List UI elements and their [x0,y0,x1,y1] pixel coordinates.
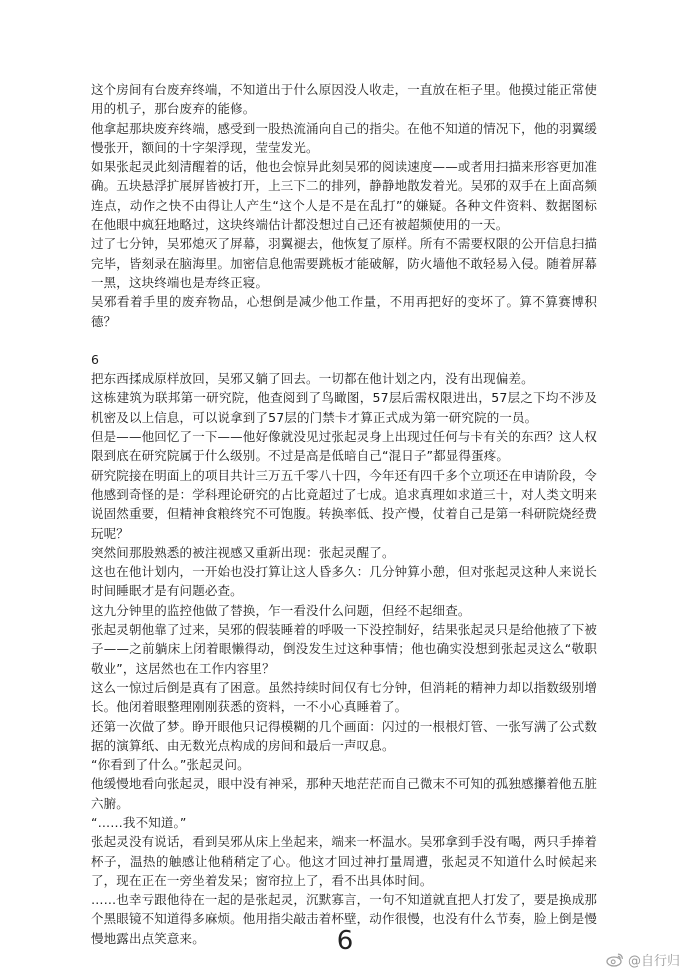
paragraph: ……也幸亏跟他待在一起的是张起灵，沉默寡言，一句不知道就直把人打发了，要是换成那个黑眼镜不知道得多麻烦。他用指尖敲击着杯壁，动作很慢，也没有什么节奏，脸上倒是慢慢地露出点笑意来。 [91,892,598,946]
watermark-text: @自行归 [627,954,680,969]
paragraph: 吴邪看着手里的废弃物品，心想倒是减少他工作量，不用再把好的变坏了。算不算赛博积德？ [91,294,597,329]
paragraph: 研究院接在明面上的项目共计三万五千零八十四，今年还有四千多个立项还在申请阶段，令他感到奇怪的是：学科理论研究的占比竟超过了七成。追求真理如求道三十，对人类文明来说固然重要，但精神食粮终究不可饱腹。转换率低、投产慢，仗着自己是第一科研院烧经费玩呢？ [91,467,598,541]
paragraph: 还第一次做了梦。睁开眼他只记得模糊的几个画面：闪过的一根根灯管、一张写满了公式数据的演算纸、由无数光点构成的房间和最后一声叹息。 [91,718,598,753]
paragraph: 突然间那股熟悉的被注视感又重新出现：张起灵醒了。 [91,544,395,560]
paragraph: 他缓慢地看向张起灵，眼中没有神采，那种天地茫茫而自己微末不可知的孤独感攥着他五脏六腑。 [91,776,598,811]
paragraph: 这个房间有台废弃终端，不知道出于什么原因没人收走，一直放在柜子里。他摸过能正常使用的机子，那台废弃的能修。 [91,82,598,117]
paragraph: 把东西揉成原样放回，吴邪又躺了回去。一切都在他计划之内，没有出现偏差。 [91,371,534,387]
paragraph: 这栋建筑为联邦第一研究院，他查阅到了鸟瞰图，57层后需权限进出，57层之下均不涉及机密及以上信息，可以说拿到了57层的门禁卡才算正式成为第一研究院的一员。 [91,390,597,425]
paragraph: 张起灵没有说话，看到吴邪从床上坐起来，端来一杯温水。吴邪拿到手没有喝，两只手捧着杯子，温热的触感让他稍稍定了心。他这才回过神打量周遭，张起灵不知道什么时候起来了，现在正在一旁坐着发呆；窗帘拉上了，看不出具体时间。 [91,834,598,888]
chapter-number: 6 [91,351,100,367]
body-text [91,80,597,948]
paragraph: “……我不知道。” [91,814,187,830]
paragraph: 如果张起灵此刻清醒着的话，他也会惊异此刻吴邪的阅读速度——或者用扫描来形容更加准确。五块悬浮扩展屏皆被打开，上三下二的排列，静静地散发着光。吴邪的双手在上面高频连点，动作之快不由得让人产生“这个人是不是在乱打”的嫌疑。各种文件资料、数据图标在他眼中疯狂地略过，这块终端估计都没想过自己还有被超频使用的一天。 [91,159,598,233]
paragraph: 但是——他回忆了一下——他好像就没见过张起灵身上出现过任何与卡有关的东西？这人权限到底在研究院属于什么级别。不过是高是低暗自己“混日子”都显得蛋疼。 [91,429,598,464]
paragraph: 这也在他计划内，一开始也没打算让这人昏多久：几分钟算小憩，但对张起灵这种人来说长时间睡眠才是有问题必查。 [91,564,598,599]
paragraph: “你看到了什么。”张起灵问。 [91,757,250,773]
paragraph: 他拿起那块废弃终端，感受到一股热流涌向自己的指尖。在他不知道的情况下，他的羽翼缓慢张开，额间的十字架浮现，莹莹发光。 [91,120,598,155]
page-number: 6 [336,926,354,956]
weibo-logo-icon [606,952,624,967]
paragraph: 这九分钟里的监控他做了替换，乍一看没什么问题，但经不起细查。 [91,602,471,618]
paragraph: 这么一惊过后倒是真有了困意。虽然持续时间仅有七分钟，但消耗的精神力却以指数级别增长。他闭着眼整理刚刚获悉的资料，一不小心真睡着了。 [91,679,598,715]
watermark [606,950,680,969]
paragraph-gap [91,331,597,350]
paragraph: 过了七分钟，吴邪熄灭了屏幕，羽翼褪去，他恢复了原样。所有不需要权限的公开信息扫描完毕，皆刻录在脑海里。加密信息他需要跳板才能破解，防火墙他不敢轻易入侵。随着屏幕一黑，这块终端也是寿终正寝。 [91,236,598,290]
paragraph: 张起灵朝他靠了过来，吴邪的假装睡着的呼吸一下没控制好，结果张起灵只是给他掖了下被子——之前躺床上闭着眼懒得动，倒没发生过这种事情；他也确实没想到张起灵这么“敬职敬业”，这居然也在工作内容里？ [91,622,598,676]
